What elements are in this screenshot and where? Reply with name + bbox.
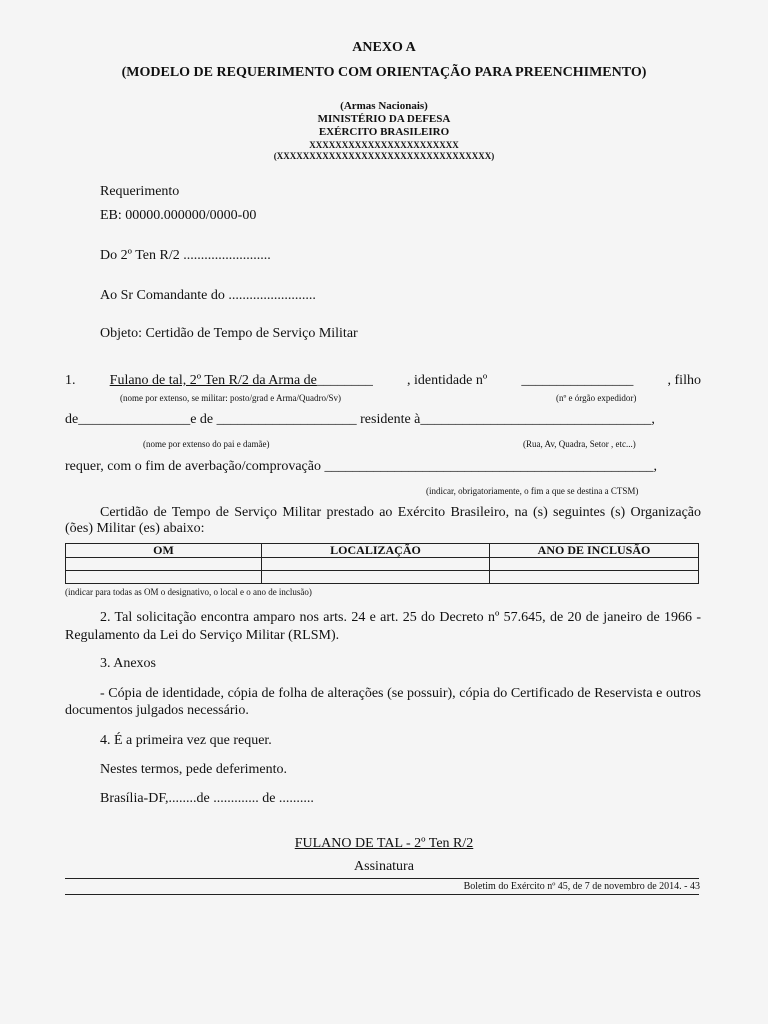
to-line: Ao Sr Comandante do ......................... [100, 288, 316, 303]
org-line: XXXXXXXXXXXXXXXXXXXXXXX [309, 140, 459, 150]
org-line: EXÉRCITO BRASILEIRO [318, 126, 450, 138]
table-row [66, 558, 699, 571]
item1-identidade-label: , identidade nº [407, 373, 488, 388]
hint-id: (nº e órgão expedidor) [556, 393, 637, 403]
table-cell[interactable] [490, 571, 699, 584]
table-header-ano: ANO DE INCLUSÃO [490, 544, 699, 558]
item4-line: 4. É a primeira vez que requer. [100, 733, 272, 748]
certidao-paragraph: Certidão de Tempo de Serviço Militar prestado ao Exército Brasileiro, na (s) seguintes (s) Organização (ões) Militar (es) abaixo: [65, 505, 701, 536]
table-cell[interactable] [490, 558, 699, 571]
signer-name [0, 836, 768, 852]
closing-line: Nestes termos, pede deferimento. [100, 762, 287, 777]
footer-rule [65, 878, 699, 879]
hint-parents: (nome por extenso do pai e damãe) [143, 439, 270, 449]
item3-heading: 3. Anexos [100, 656, 156, 671]
item1-number: 1. [65, 373, 76, 388]
requerimento-label: Requerimento [100, 184, 180, 199]
table-header-om: OM [66, 544, 262, 558]
table-cell[interactable] [262, 558, 490, 571]
hint-name: (nome por extenso, se militar: posto/grad e Arma/Quadro/Sv) [120, 393, 341, 403]
from-line: Do 2º Ten R/2 ......................... [100, 248, 271, 263]
parents-address-line: de________________e de ____________________ residente à_________________________________, [65, 412, 655, 427]
table-cell[interactable] [262, 571, 490, 584]
signature-label: Assinatura [354, 859, 414, 874]
anexos-paragraph: - Cópia de identidade, cópia de folha de alterações (se possuir), cópia do Certificado de Reservista e outros documentos julgados necessário. [65, 686, 701, 718]
footer-text: Boletim do Exército nº 45, de 7 de novembro de 2014. - 43 [463, 881, 700, 892]
item1-name-blank: ________ [316, 373, 373, 388]
table-row [66, 571, 699, 584]
org-line: (XXXXXXXXXXXXXXXXXXXXXXXXXXXXXXXXX) [273, 151, 495, 161]
item1-line [65, 373, 701, 389]
item2-paragraph: 2. Tal solicitação encontra amparo nos arts. 24 e art. 25 do Decreto nº 57.645, de 20 de janeiro de 1966 - Regulamento da Lei do Serviço Militar (RLSM). [65, 610, 701, 643]
item1-filho: , filho [667, 373, 701, 388]
om-table [65, 543, 699, 584]
org-line: (Armas Nacionais) [340, 100, 428, 112]
purpose-line: requer, com o fim de averbação/comprovação _______________________________________________, [65, 459, 657, 474]
item1-identidade-blank: ________________ [521, 373, 634, 388]
table-cell[interactable] [66, 558, 262, 571]
hint-address: (Rua, Av, Quadra, Setor , etc...) [523, 439, 636, 449]
eb-number: EB: 00000.000000/0000-00 [100, 208, 257, 223]
item1-name-field: Fulano de tal, 2º Ten R/2 da Arma de [109, 373, 317, 388]
annex-title: ANEXO A [352, 40, 416, 55]
table-header-localizacao: LOCALIZAÇÃO [262, 544, 490, 558]
annex-subtitle: (MODELO DE REQUERIMENTO COM ORIENTAÇÃO PARA PREENCHIMENTO) [121, 65, 647, 80]
footer-rule-bottom [65, 894, 699, 895]
object-line: Objeto: Certidão de Tempo de Serviço Militar [100, 326, 358, 341]
hint-purpose: (indicar, obrigatoriamente, o fim a que se destina a CTSM) [426, 486, 639, 496]
table-cell[interactable] [66, 571, 262, 584]
signer-name-text: FULANO DE TAL - 2º Ten R/2 [294, 836, 474, 851]
place-date-line: Brasília-DF,........de ............. de .......... [100, 791, 314, 806]
table-header-row [66, 544, 699, 558]
item1-name-group [110, 373, 373, 389]
table-note: (indicar para todas as OM o designativo, o local e o ano de inclusão) [65, 587, 312, 597]
org-line: MINISTÉRIO DA DEFESA [317, 113, 451, 125]
